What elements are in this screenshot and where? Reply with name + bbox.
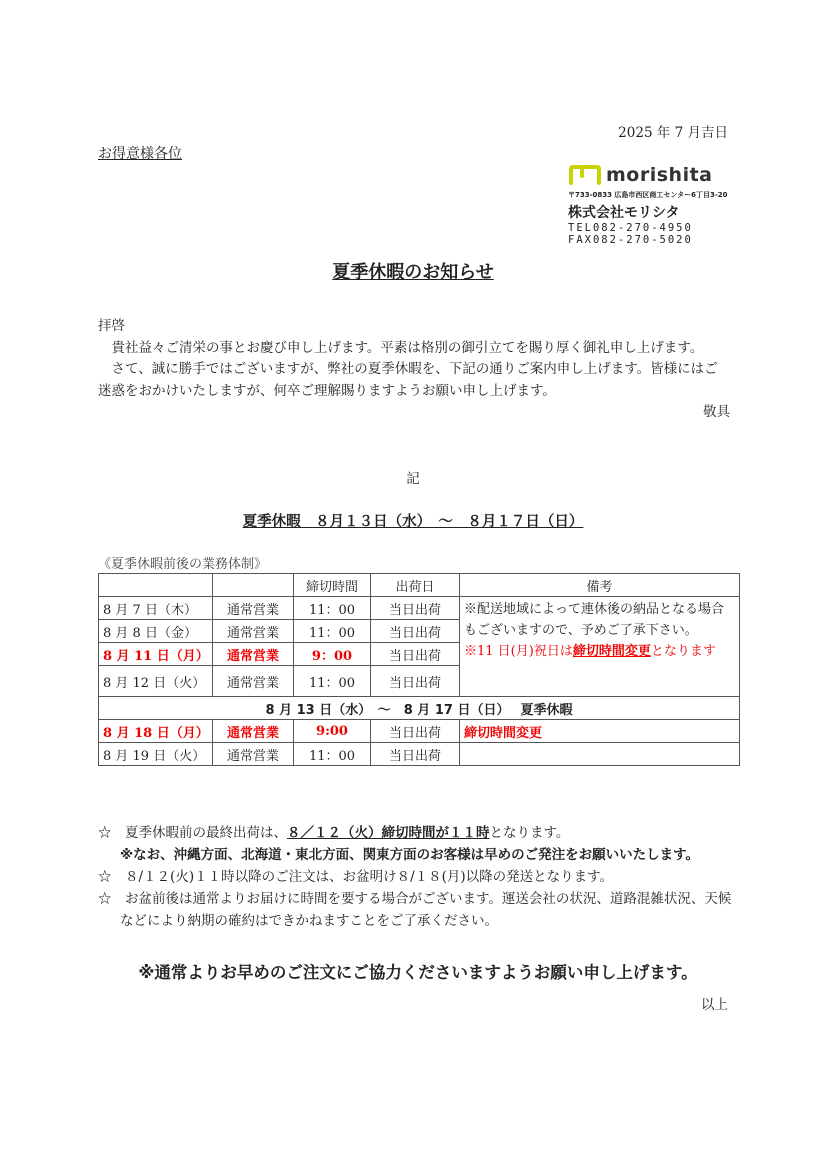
company-fax: FAX082-270-5020 [568, 234, 693, 246]
paragraph-2: さて、誠に勝手ではございますが、弊社の夏季休暇を、下記の通りご案内申し上げます。皆様にはご迷惑をおかけいたしますが、何卒ご理解賜りますようお願い申し上げます。 [98, 361, 718, 399]
page-title: 夏季休暇のお知らせ [332, 262, 494, 283]
ki-label: 記 [406, 471, 420, 487]
holiday-period: 夏季休暇 ８月１３日（水） ～ ８月１７日（日） [242, 514, 584, 530]
schedule-table [98, 573, 740, 766]
keigu: 敬具 [703, 404, 730, 420]
note-2: ☆ ８/１２(火)１１時以降のご注文は、お盆明け８/１８(月)以降の発送となります。 [98, 869, 614, 885]
company-logo [568, 164, 738, 246]
ijo: 以上 [701, 997, 728, 1013]
note-1-sub: ※なお、沖縄方面、北海道・東北方面、関東方面のお客様は早めのご発注をお願いいたします。 [120, 847, 700, 863]
table-caption: 《夏季休暇前後の業務体制》 [98, 557, 268, 572]
notes [98, 822, 738, 932]
company-tel: TEL082-270-4950 [568, 222, 693, 234]
letter-body [98, 316, 730, 424]
table-row: 8 月 18 日（月） 通常営業 9:00 当日出荷 締切時間変更 [99, 720, 740, 743]
logo-brand: morishita [606, 164, 713, 186]
greeting: 拝啓 [98, 318, 125, 334]
addressee: お得意様各位 [98, 146, 182, 162]
closing-request: ※通常よりお早めのご注文にご協力くださいますようお願い申し上げます。 [138, 963, 698, 982]
company-name: 株式会社モリシタ [568, 205, 680, 221]
table-row: 8 月 7 日（木） 通常営業 11：00 当日出荷 ※配送地域によって連休後の納品となる場合もございますので、予めご了承下さい。 ※11 日(月)祝日は締切時間変更となります [99, 597, 740, 620]
remarks-cell: ※配送地域によって連休後の納品となる場合もございますので、予めご了承下さい。 ※11 日(月)祝日は締切時間変更となります [460, 597, 740, 697]
table-row: 8 月 12 日（火） 通常営業 11：00 当日出荷 [99, 666, 740, 697]
table-header: 締切時間 出荷日 備考 [99, 574, 740, 597]
date: 2025 年 7 月吉日 [618, 125, 728, 141]
logo-mark-icon [568, 164, 602, 186]
note-1: ☆ 夏季休暇前の最終出荷は、８／１２（火）締切時間が１１時となります。 [98, 825, 570, 841]
holiday-row: 8 月 13 日（水） ～ 8 月 17 日（日） 夏季休暇 [99, 697, 740, 720]
table-row: 8 月 8 日（金） 通常営業 11：00 当日出荷 [99, 620, 740, 643]
note-3: ☆ お盆前後は通常よりお届けに時間を要する場合がございます。運送会社の状況、道路混雑状況、天候などにより納期の確約はできかねますことをご了承ください。 [98, 891, 732, 929]
table-row: 8 月 19 日（火） 通常営業 11：00 当日出荷 [99, 743, 740, 766]
paragraph-1: 貴社益々ご清栄の事とお慶び申し上げます。平素は格別の御引立てを賜り厚く御礼申し上げます。 [111, 339, 704, 356]
company-address: 〒733-0833 広島市西区商工センター6丁目3-20 [568, 191, 728, 199]
table-row: 8 月 11 日（月） 通常営業 9：00 当日出荷 [99, 643, 740, 666]
